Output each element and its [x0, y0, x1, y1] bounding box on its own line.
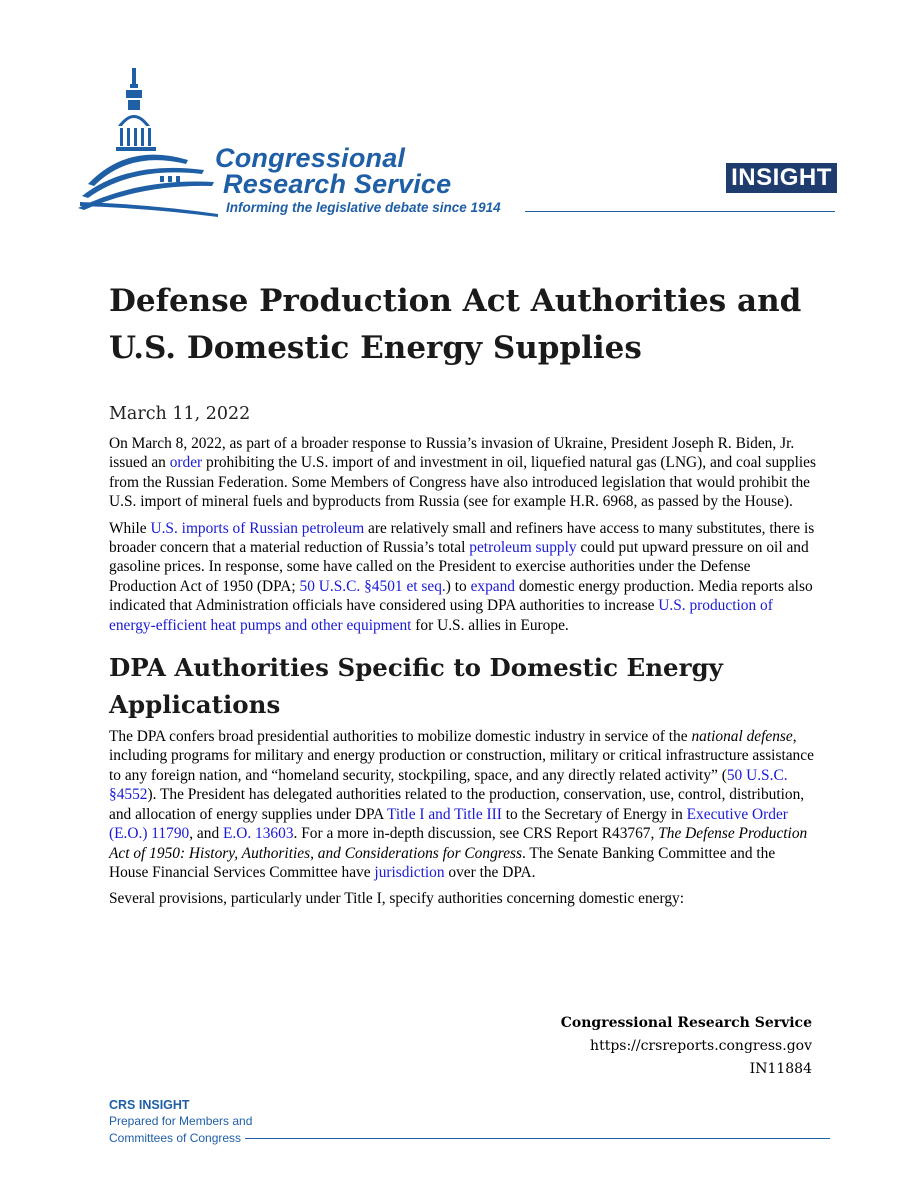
- publication-date: March 11, 2022: [109, 404, 251, 424]
- footer-rule: [245, 1138, 830, 1139]
- link-order[interactable]: order: [169, 454, 203, 472]
- link-heat-pumps[interactable]: U.S. production of energy-efficient heat pumps and other equipment: [109, 597, 773, 634]
- text-run: domestic energy production. Media reports also indicated that Administration officials have considered using DPA authorities to increase: [109, 577, 813, 615]
- footer-url[interactable]: https://crsreports.congress.gov: [590, 1038, 812, 1054]
- footer-citation: [561, 1012, 812, 1081]
- link-eo-13603[interactable]: E.O. 13603: [222, 825, 294, 843]
- text-run: over the DPA.: [444, 863, 536, 881]
- link-usc-4501[interactable]: 50 U.S.C. §4501 et seq.: [299, 577, 446, 595]
- footer-report-id: IN11884: [749, 1061, 812, 1077]
- text-run: , and: [189, 825, 223, 843]
- text-run: ) to: [445, 577, 471, 595]
- link-eo-11790[interactable]: Executive Order (E.O.) 11790: [109, 805, 788, 843]
- text-run: ). The President has delegated authorities related to the production, conservation, use, control, distribution, and allocation of energy supplies under DPA: [109, 786, 805, 823]
- org-tagline: Informing the legislative debate since 1914: [226, 200, 501, 215]
- text-run: could put upward pressure on oil and gasoline prices. In response, some have called on the President to exercise authorities under the Defense Production Act of 1950 (DPA;: [109, 539, 809, 595]
- insight-badge: INSIGHT: [726, 163, 837, 193]
- org-name-line1: Congressional: [215, 143, 406, 173]
- text-run: . The Senate Banking Committee and the House Financial Services Committee have: [109, 844, 776, 881]
- link-expand[interactable]: expand: [470, 577, 516, 595]
- emphasis-report-title: The Defense Production Act of 1950: History, Authorities, and Considerations for Congress: [109, 825, 808, 862]
- text-run: While: [109, 519, 151, 537]
- text-run: On March 8, 2022, as part of a broader response to Russia’s invasion of Ukraine, President Joseph R. Biden, Jr. issued an: [109, 435, 795, 472]
- link-petroleum-supply[interactable]: petroleum supply: [469, 539, 577, 557]
- footer-org: Congressional Research Service: [560, 1015, 812, 1031]
- paragraph-provisions: Several provisions, particularly under Title I, specify authorities concerning domestic energy:: [109, 890, 685, 908]
- text-run: prohibiting the U.S. import of and investment in oil, liquefied natural gas (LNG), and coal supplies from the Russian Federation. Some Members of Congress have also introduced legislation that would prohibit the U.S. import of mineral fuels and byproducts from Russia (see for example H.R. 6968, as passed by the House).: [109, 454, 816, 511]
- link-usc-4552[interactable]: 50 U.S.C. §4552: [109, 766, 788, 804]
- link-jurisdiction[interactable]: jurisdiction: [374, 863, 445, 881]
- footer-committees-line: Committees of Congress: [109, 1131, 242, 1145]
- tagline-rule: [525, 211, 835, 212]
- emphasis-national-defense: national defense: [691, 728, 793, 746]
- text-run: . For a more in-depth discussion, see CRS Report R43767,: [293, 825, 659, 843]
- paragraph-concern: [109, 519, 817, 635]
- page-title: Defense Production Act Authorities and U.S. Domestic Energy Supplies: [109, 283, 802, 366]
- paragraph-intro: [109, 434, 817, 512]
- capitol-dome-icon: [78, 64, 218, 219]
- text-run: are relatively small and refiners have access to many substitutes, there is broader concern that a material reduction of Russia’s total: [109, 519, 815, 557]
- footer-prepared-line: Prepared for Members and: [109, 1114, 253, 1128]
- link-us-imports[interactable]: U.S. imports of Russian petroleum: [150, 519, 365, 537]
- text-run: for U.S. allies in Europe.: [411, 616, 569, 634]
- link-title-i-iii[interactable]: Title I and Title III: [387, 805, 502, 823]
- crs-insight-footer: [109, 1098, 252, 1147]
- footer-insight-label: CRS INSIGHT: [109, 1098, 190, 1112]
- article-body: [109, 434, 817, 916]
- text-run: to the Secretary of Energy in: [501, 805, 687, 823]
- org-name-line2: Research Service: [223, 169, 452, 199]
- section-heading: DPA Authorities Specific to Domestic Energy Applications: [109, 653, 723, 720]
- text-run: The DPA confers broad presidential authorities to mobilize domestic industry in service of the: [109, 728, 692, 746]
- report-header: [78, 64, 838, 224]
- text-run: , including programs for military and energy production or construction, military or critical infrastructure assistance to any foreign nation, and “homeland security, stockpiling, space, and any directly related activity” (: [109, 728, 814, 784]
- paragraph-dpa: [109, 727, 817, 882]
